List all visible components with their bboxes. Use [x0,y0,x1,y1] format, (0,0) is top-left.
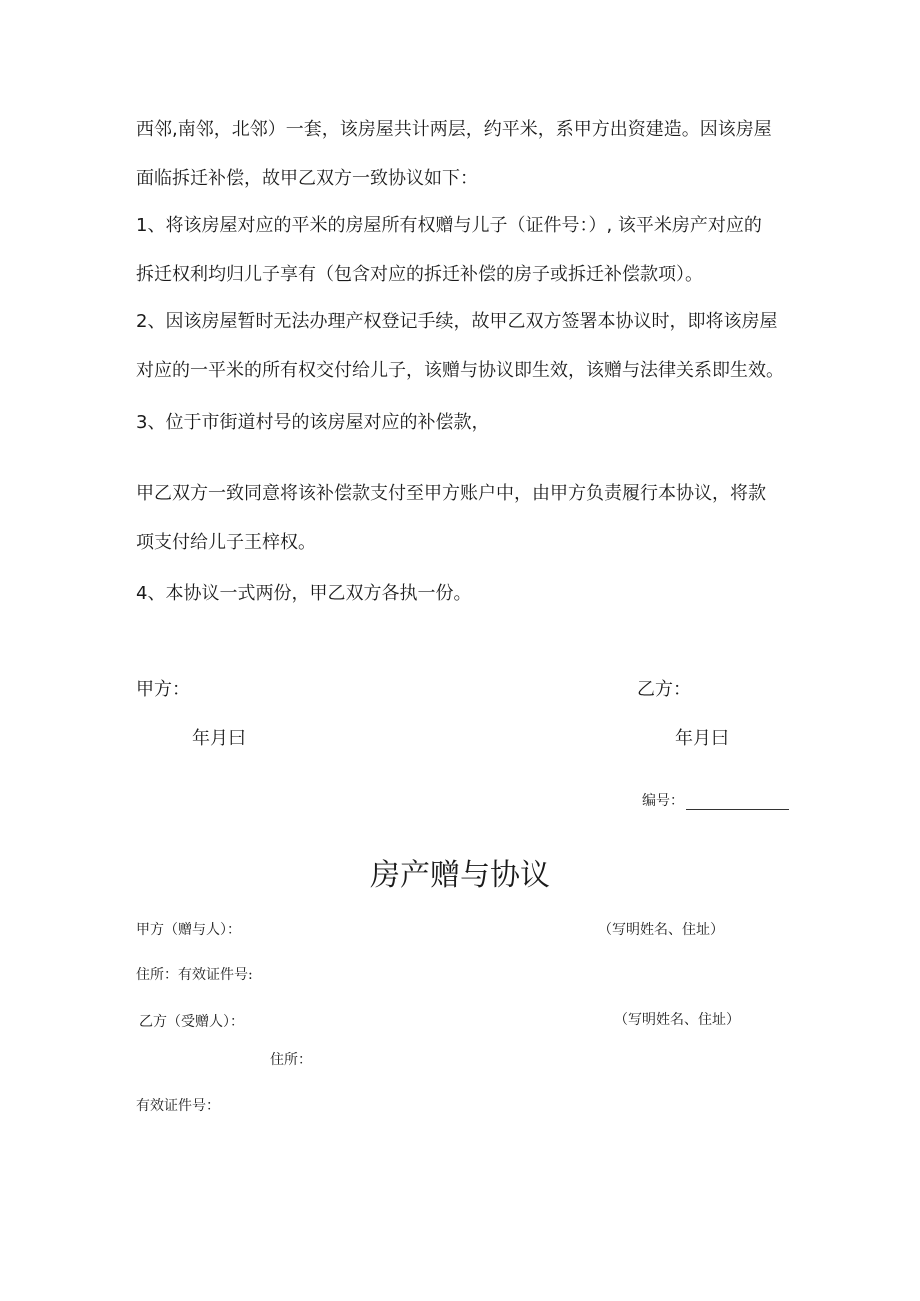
clause-1-line-1: 1、将该房屋对应的平米的房屋所有权赠与儿子（证件号：）, 该平米房产对应的 [136,215,762,236]
clause-3-line-1: 3、位于市街道村号的该房屋对应的补偿款， [136,412,490,433]
form-party-b-label: 乙方（受赠人）： [139,1014,244,1030]
form-residence-id-label: 住所：有效证件号: [136,967,253,983]
document-number [642,790,789,810]
form-residence-label: 住所： [270,1052,312,1068]
clause-2-line-1: 2、因该房屋暂时无法办理产权登记手续，故甲乙双方签署本协议时，即将该房屋 [136,311,778,332]
clause-2-line-2: 对应的一平米的所有权交付给儿子，该赠与协议即生效，该赠与法律关系即生效。 [136,360,784,381]
page-title: 房产赠与协议 [370,858,550,893]
document-number-label: 编号： [642,793,684,809]
form-party-a-label: 甲方（赠与人）： [136,922,241,938]
party-b-signature-label: 乙方： [637,679,691,700]
clause-3-line-3: 项支付给儿子王梓权。 [136,532,316,553]
clause-3-line-2: 甲乙双方一致同意将该补偿款支付至甲方账户中，由甲方负责履行本协议，将款 [136,483,766,504]
clause-1-line-2: 拆迁权利均归儿子享有（包含对应的拆迁补偿的房子或拆迁补偿款项）。 [136,264,703,285]
paragraph-intro-line-1: 西邻,南邻，北邻）一套，该房屋共计两层，约平米，系甲方出资建造。因该房屋 [136,119,772,140]
party-b-date: 年月曰 [675,728,729,749]
form-party-a-hint: （写明姓名、住址） [598,922,724,938]
clause-4-line-1: 4、本协议一式两份，甲乙双方各执一份。 [136,583,472,604]
party-a-date: 年月曰 [192,728,246,749]
party-a-signature-label: 甲方： [136,679,190,700]
form-party-b-hint: （写明姓名、住址） [614,1012,740,1028]
paragraph-intro-line-2: 面临拆迁补偿，故甲乙双方一致协议如下： [136,168,478,189]
document-number-blank [686,793,789,810]
form-id-label: 有效证件号： [136,1098,220,1114]
